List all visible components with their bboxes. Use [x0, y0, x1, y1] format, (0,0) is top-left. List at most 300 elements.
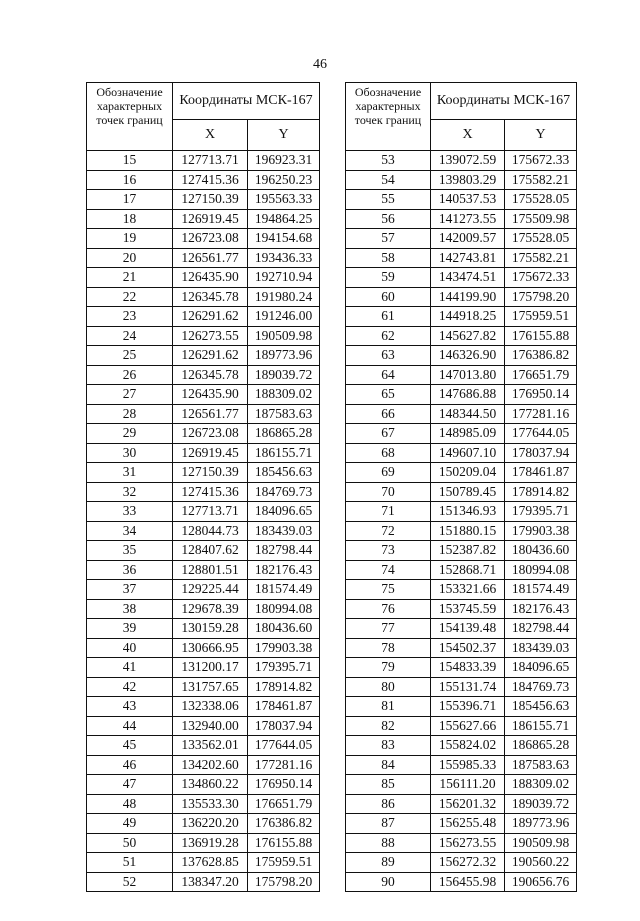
- table-row: [346, 326, 577, 346]
- x-coordinate-cell: 128801.51: [173, 560, 248, 580]
- point-number-cell: 22: [87, 287, 173, 307]
- point-number-cell: 64: [346, 365, 431, 385]
- y-coordinate-cell: 178914.82: [248, 677, 320, 697]
- y-coordinate-cell: 180994.08: [505, 560, 577, 580]
- point-number-cell: 69: [346, 463, 431, 483]
- point-number-cell: 76: [346, 599, 431, 619]
- y-coordinate-cell: 177644.05: [505, 424, 577, 444]
- header-coordinates: Координаты МСК-167: [431, 83, 577, 120]
- y-coordinate-cell: 176651.79: [248, 794, 320, 814]
- table-row: [87, 716, 320, 736]
- point-number-cell: 51: [87, 853, 173, 873]
- x-coordinate-cell: 152868.71: [431, 560, 505, 580]
- table-row: [87, 482, 320, 502]
- x-coordinate-cell: 144918.25: [431, 307, 505, 327]
- table-row: [346, 287, 577, 307]
- y-coordinate-cell: 184769.73: [248, 482, 320, 502]
- y-coordinate-cell: 178914.82: [505, 482, 577, 502]
- point-number-cell: 88: [346, 833, 431, 853]
- x-coordinate-cell: 153321.66: [431, 580, 505, 600]
- table-row: [346, 560, 577, 580]
- y-coordinate-cell: 190560.22: [505, 853, 577, 873]
- point-number-cell: 61: [346, 307, 431, 327]
- point-number-cell: 72: [346, 521, 431, 541]
- x-coordinate-cell: 127713.71: [173, 151, 248, 171]
- y-coordinate-cell: 182798.44: [248, 541, 320, 561]
- x-coordinate-cell: 150209.04: [431, 463, 505, 483]
- x-coordinate-cell: 148344.50: [431, 404, 505, 424]
- point-number-cell: 42: [87, 677, 173, 697]
- table-row: [346, 697, 577, 717]
- y-coordinate-cell: 194864.25: [248, 209, 320, 229]
- x-coordinate-cell: 129225.44: [173, 580, 248, 600]
- x-coordinate-cell: 156273.55: [431, 833, 505, 853]
- x-coordinate-cell: 154833.39: [431, 658, 505, 678]
- x-coordinate-cell: 151346.93: [431, 502, 505, 522]
- point-number-cell: 57: [346, 229, 431, 249]
- x-coordinate-cell: 134202.60: [173, 755, 248, 775]
- point-number-cell: 66: [346, 404, 431, 424]
- x-coordinate-cell: 126345.78: [173, 287, 248, 307]
- point-number-cell: 90: [346, 872, 431, 892]
- x-coordinate-cell: 126291.62: [173, 346, 248, 366]
- point-number-cell: 60: [346, 287, 431, 307]
- y-coordinate-cell: 175582.21: [505, 248, 577, 268]
- point-number-cell: 49: [87, 814, 173, 834]
- x-coordinate-cell: 128044.73: [173, 521, 248, 541]
- x-coordinate-cell: 156111.20: [431, 775, 505, 795]
- y-coordinate-cell: 179903.38: [505, 521, 577, 541]
- point-number-cell: 53: [346, 151, 431, 171]
- x-coordinate-cell: 126273.55: [173, 326, 248, 346]
- point-number-cell: 32: [87, 482, 173, 502]
- point-number-cell: 73: [346, 541, 431, 561]
- x-coordinate-cell: 131200.17: [173, 658, 248, 678]
- table-row: [346, 248, 577, 268]
- x-coordinate-cell: 126723.08: [173, 229, 248, 249]
- point-number-cell: 20: [87, 248, 173, 268]
- y-coordinate-cell: 176386.82: [248, 814, 320, 834]
- x-coordinate-cell: 150789.45: [431, 482, 505, 502]
- table-row: [87, 580, 320, 600]
- point-number-cell: 17: [87, 190, 173, 210]
- y-coordinate-cell: 186155.71: [505, 716, 577, 736]
- point-number-cell: 34: [87, 521, 173, 541]
- x-coordinate-cell: 133562.01: [173, 736, 248, 756]
- table-row: [87, 326, 320, 346]
- y-coordinate-cell: 196250.23: [248, 170, 320, 190]
- table-row: [87, 307, 320, 327]
- x-coordinate-cell: 139072.59: [431, 151, 505, 171]
- point-number-cell: 50: [87, 833, 173, 853]
- table-row: [87, 443, 320, 463]
- point-number-cell: 40: [87, 638, 173, 658]
- y-coordinate-cell: 175582.21: [505, 170, 577, 190]
- y-coordinate-cell: 177281.16: [248, 755, 320, 775]
- x-coordinate-cell: 127150.39: [173, 463, 248, 483]
- y-coordinate-cell: 183439.03: [505, 638, 577, 658]
- y-coordinate-cell: 181574.49: [505, 580, 577, 600]
- y-coordinate-cell: 180436.60: [505, 541, 577, 561]
- y-coordinate-cell: 178037.94: [248, 716, 320, 736]
- x-coordinate-cell: 154502.37: [431, 638, 505, 658]
- table-row: [87, 872, 320, 892]
- table-row: [87, 541, 320, 561]
- y-coordinate-cell: 175798.20: [505, 287, 577, 307]
- x-coordinate-cell: 127150.39: [173, 190, 248, 210]
- point-number-cell: 78: [346, 638, 431, 658]
- table-row: [346, 580, 577, 600]
- point-number-cell: 77: [346, 619, 431, 639]
- y-coordinate-cell: 179903.38: [248, 638, 320, 658]
- table-row: [346, 794, 577, 814]
- x-coordinate-cell: 147013.80: [431, 365, 505, 385]
- header-coordinates: Координаты МСК-167: [173, 83, 320, 120]
- point-number-cell: 63: [346, 346, 431, 366]
- point-number-cell: 56: [346, 209, 431, 229]
- table-row: [346, 307, 577, 327]
- table-row: [346, 443, 577, 463]
- table-row: [346, 365, 577, 385]
- x-coordinate-cell: 134860.22: [173, 775, 248, 795]
- table-row: [87, 404, 320, 424]
- y-coordinate-cell: 187583.63: [505, 755, 577, 775]
- point-number-cell: 81: [346, 697, 431, 717]
- x-coordinate-cell: 128407.62: [173, 541, 248, 561]
- x-coordinate-cell: 156255.48: [431, 814, 505, 834]
- point-number-cell: 75: [346, 580, 431, 600]
- x-coordinate-cell: 141273.55: [431, 209, 505, 229]
- table-row: [346, 482, 577, 502]
- table-row: [346, 346, 577, 366]
- x-coordinate-cell: 132338.06: [173, 697, 248, 717]
- x-coordinate-cell: 126723.08: [173, 424, 248, 444]
- table-body-right: [346, 151, 577, 892]
- x-coordinate-cell: 142009.57: [431, 229, 505, 249]
- point-number-cell: 68: [346, 443, 431, 463]
- x-coordinate-cell: 127415.36: [173, 482, 248, 502]
- x-coordinate-cell: 155131.74: [431, 677, 505, 697]
- point-number-cell: 65: [346, 385, 431, 405]
- table-row: [87, 833, 320, 853]
- x-coordinate-cell: 126561.77: [173, 248, 248, 268]
- table-row: [346, 677, 577, 697]
- y-coordinate-cell: 194154.68: [248, 229, 320, 249]
- point-number-cell: 30: [87, 443, 173, 463]
- x-coordinate-cell: 132940.00: [173, 716, 248, 736]
- table-row: [346, 619, 577, 639]
- table-row: [346, 170, 577, 190]
- point-number-cell: 82: [346, 716, 431, 736]
- page-number: 46: [313, 57, 327, 72]
- header-x: X: [431, 120, 505, 151]
- y-coordinate-cell: 180436.60: [248, 619, 320, 639]
- y-coordinate-cell: 182176.43: [248, 560, 320, 580]
- x-coordinate-cell: 148985.09: [431, 424, 505, 444]
- y-coordinate-cell: 176155.88: [248, 833, 320, 853]
- y-coordinate-cell: 179395.71: [248, 658, 320, 678]
- table-row: [346, 736, 577, 756]
- y-coordinate-cell: 189773.96: [505, 814, 577, 834]
- point-number-cell: 38: [87, 599, 173, 619]
- y-coordinate-cell: 175509.98: [505, 209, 577, 229]
- table-row: [346, 599, 577, 619]
- table-row: [87, 853, 320, 873]
- table-row: [346, 463, 577, 483]
- y-coordinate-cell: 182798.44: [505, 619, 577, 639]
- table-row: [87, 268, 320, 288]
- point-number-cell: 44: [87, 716, 173, 736]
- point-number-cell: 59: [346, 268, 431, 288]
- y-coordinate-cell: 175672.33: [505, 268, 577, 288]
- y-coordinate-cell: 196923.31: [248, 151, 320, 171]
- point-number-cell: 23: [87, 307, 173, 327]
- x-coordinate-cell: 155627.66: [431, 716, 505, 736]
- table-row: [87, 151, 320, 171]
- table-body-left: [87, 151, 320, 892]
- header-y: Y: [248, 120, 320, 151]
- y-coordinate-cell: 175959.51: [248, 853, 320, 873]
- table-row: [87, 658, 320, 678]
- point-number-cell: 74: [346, 560, 431, 580]
- y-coordinate-cell: 184769.73: [505, 677, 577, 697]
- table-row: [87, 755, 320, 775]
- point-number-cell: 24: [87, 326, 173, 346]
- table-row: [87, 677, 320, 697]
- y-coordinate-cell: 188309.02: [505, 775, 577, 795]
- y-coordinate-cell: 190656.76: [505, 872, 577, 892]
- x-coordinate-cell: 137628.85: [173, 853, 248, 873]
- point-number-cell: 71: [346, 502, 431, 522]
- table-row: [346, 521, 577, 541]
- y-coordinate-cell: 193436.33: [248, 248, 320, 268]
- y-coordinate-cell: 175798.20: [248, 872, 320, 892]
- x-coordinate-cell: 136220.20: [173, 814, 248, 834]
- point-number-cell: 79: [346, 658, 431, 678]
- x-coordinate-cell: 136919.28: [173, 833, 248, 853]
- y-coordinate-cell: 192710.94: [248, 268, 320, 288]
- point-number-cell: 18: [87, 209, 173, 229]
- point-number-cell: 39: [87, 619, 173, 639]
- x-coordinate-cell: 155396.71: [431, 697, 505, 717]
- y-coordinate-cell: 178461.87: [505, 463, 577, 483]
- y-coordinate-cell: 177281.16: [505, 404, 577, 424]
- x-coordinate-cell: 156201.32: [431, 794, 505, 814]
- table-row: [346, 268, 577, 288]
- y-coordinate-cell: 190509.98: [505, 833, 577, 853]
- table-row: [346, 716, 577, 736]
- y-coordinate-cell: 177644.05: [248, 736, 320, 756]
- table-row: [87, 814, 320, 834]
- y-coordinate-cell: 189039.72: [505, 794, 577, 814]
- y-coordinate-cell: 195563.33: [248, 190, 320, 210]
- x-coordinate-cell: 154139.48: [431, 619, 505, 639]
- y-coordinate-cell: 182176.43: [505, 599, 577, 619]
- table-row: [87, 560, 320, 580]
- point-number-cell: 19: [87, 229, 173, 249]
- coordinates-table-right: [345, 82, 577, 892]
- table-row: [346, 502, 577, 522]
- point-number-cell: 48: [87, 794, 173, 814]
- x-coordinate-cell: 130666.95: [173, 638, 248, 658]
- x-coordinate-cell: 143474.51: [431, 268, 505, 288]
- table-row: [346, 424, 577, 444]
- y-coordinate-cell: 176950.14: [248, 775, 320, 795]
- table-row: [346, 775, 577, 795]
- table-row: [346, 872, 577, 892]
- point-number-cell: 43: [87, 697, 173, 717]
- y-coordinate-cell: 189039.72: [248, 365, 320, 385]
- table-row: [87, 697, 320, 717]
- y-coordinate-cell: 188309.02: [248, 385, 320, 405]
- table-row: [87, 229, 320, 249]
- y-coordinate-cell: 186865.28: [505, 736, 577, 756]
- y-coordinate-cell: 186865.28: [248, 424, 320, 444]
- table-row: [346, 209, 577, 229]
- point-number-cell: 31: [87, 463, 173, 483]
- point-number-cell: 33: [87, 502, 173, 522]
- y-coordinate-cell: 175959.51: [505, 307, 577, 327]
- point-number-cell: 16: [87, 170, 173, 190]
- table-row: [87, 424, 320, 444]
- header-x: X: [173, 120, 248, 151]
- x-coordinate-cell: 129678.39: [173, 599, 248, 619]
- table-row: [346, 853, 577, 873]
- x-coordinate-cell: 126561.77: [173, 404, 248, 424]
- y-coordinate-cell: 176386.82: [505, 346, 577, 366]
- y-coordinate-cell: 180994.08: [248, 599, 320, 619]
- table-row: [87, 365, 320, 385]
- table-row: [87, 346, 320, 366]
- table-row: [87, 190, 320, 210]
- y-coordinate-cell: 191246.00: [248, 307, 320, 327]
- y-coordinate-cell: 176950.14: [505, 385, 577, 405]
- x-coordinate-cell: 127713.71: [173, 502, 248, 522]
- header-y: Y: [505, 120, 577, 151]
- y-coordinate-cell: 181574.49: [248, 580, 320, 600]
- table-row: [87, 385, 320, 405]
- x-coordinate-cell: 126291.62: [173, 307, 248, 327]
- point-number-cell: 46: [87, 755, 173, 775]
- point-number-cell: 37: [87, 580, 173, 600]
- y-coordinate-cell: 191980.24: [248, 287, 320, 307]
- point-number-cell: 15: [87, 151, 173, 171]
- x-coordinate-cell: 152387.82: [431, 541, 505, 561]
- x-coordinate-cell: 126919.45: [173, 443, 248, 463]
- header-designation: Обозначение характерных точек границ: [87, 83, 173, 151]
- table-row: [87, 599, 320, 619]
- table-row: [87, 736, 320, 756]
- point-number-cell: 45: [87, 736, 173, 756]
- point-number-cell: 41: [87, 658, 173, 678]
- point-number-cell: 86: [346, 794, 431, 814]
- header-designation: Обозначение характерных точек границ: [346, 83, 431, 151]
- point-number-cell: 55: [346, 190, 431, 210]
- y-coordinate-cell: 184096.65: [505, 658, 577, 678]
- table-row: [87, 638, 320, 658]
- x-coordinate-cell: 127415.36: [173, 170, 248, 190]
- y-coordinate-cell: 184096.65: [248, 502, 320, 522]
- point-number-cell: 21: [87, 268, 173, 288]
- table-row: [346, 190, 577, 210]
- x-coordinate-cell: 138347.20: [173, 872, 248, 892]
- table-row: [346, 638, 577, 658]
- table-row: [346, 229, 577, 249]
- x-coordinate-cell: 126435.90: [173, 268, 248, 288]
- table-row: [87, 521, 320, 541]
- x-coordinate-cell: 126345.78: [173, 365, 248, 385]
- point-number-cell: 62: [346, 326, 431, 346]
- x-coordinate-cell: 155824.02: [431, 736, 505, 756]
- table-row: [87, 619, 320, 639]
- y-coordinate-cell: 189773.96: [248, 346, 320, 366]
- y-coordinate-cell: 190509.98: [248, 326, 320, 346]
- point-number-cell: 80: [346, 677, 431, 697]
- y-coordinate-cell: 185456.63: [505, 697, 577, 717]
- point-number-cell: 28: [87, 404, 173, 424]
- point-number-cell: 67: [346, 424, 431, 444]
- x-coordinate-cell: 155985.33: [431, 755, 505, 775]
- table-row: [87, 775, 320, 795]
- table-row: [346, 658, 577, 678]
- table-row: [87, 502, 320, 522]
- x-coordinate-cell: 131757.65: [173, 677, 248, 697]
- point-number-cell: 58: [346, 248, 431, 268]
- table-row: [346, 814, 577, 834]
- y-coordinate-cell: 175528.05: [505, 229, 577, 249]
- y-coordinate-cell: 186155.71: [248, 443, 320, 463]
- coordinates-table-left: [86, 82, 320, 892]
- x-coordinate-cell: 149607.10: [431, 443, 505, 463]
- table-row: [346, 404, 577, 424]
- y-coordinate-cell: 175528.05: [505, 190, 577, 210]
- table-row: [346, 151, 577, 171]
- x-coordinate-cell: 151880.15: [431, 521, 505, 541]
- x-coordinate-cell: 126435.90: [173, 385, 248, 405]
- point-number-cell: 70: [346, 482, 431, 502]
- y-coordinate-cell: 176155.88: [505, 326, 577, 346]
- table-row: [346, 833, 577, 853]
- x-coordinate-cell: 153745.59: [431, 599, 505, 619]
- y-coordinate-cell: 179395.71: [505, 502, 577, 522]
- point-number-cell: 89: [346, 853, 431, 873]
- x-coordinate-cell: 147686.88: [431, 385, 505, 405]
- table-row: [87, 287, 320, 307]
- table-row: [87, 209, 320, 229]
- point-number-cell: 85: [346, 775, 431, 795]
- y-coordinate-cell: 176651.79: [505, 365, 577, 385]
- point-number-cell: 25: [87, 346, 173, 366]
- x-coordinate-cell: 126919.45: [173, 209, 248, 229]
- y-coordinate-cell: 187583.63: [248, 404, 320, 424]
- table-row: [346, 541, 577, 561]
- y-coordinate-cell: 175672.33: [505, 151, 577, 171]
- table-row: [87, 170, 320, 190]
- x-coordinate-cell: 144199.90: [431, 287, 505, 307]
- x-coordinate-cell: 156272.32: [431, 853, 505, 873]
- point-number-cell: 54: [346, 170, 431, 190]
- point-number-cell: 27: [87, 385, 173, 405]
- table-row: [87, 463, 320, 483]
- y-coordinate-cell: 185456.63: [248, 463, 320, 483]
- x-coordinate-cell: 130159.28: [173, 619, 248, 639]
- x-coordinate-cell: 139803.29: [431, 170, 505, 190]
- point-number-cell: 84: [346, 755, 431, 775]
- x-coordinate-cell: 156455.98: [431, 872, 505, 892]
- point-number-cell: 26: [87, 365, 173, 385]
- point-number-cell: 87: [346, 814, 431, 834]
- x-coordinate-cell: 140537.53: [431, 190, 505, 210]
